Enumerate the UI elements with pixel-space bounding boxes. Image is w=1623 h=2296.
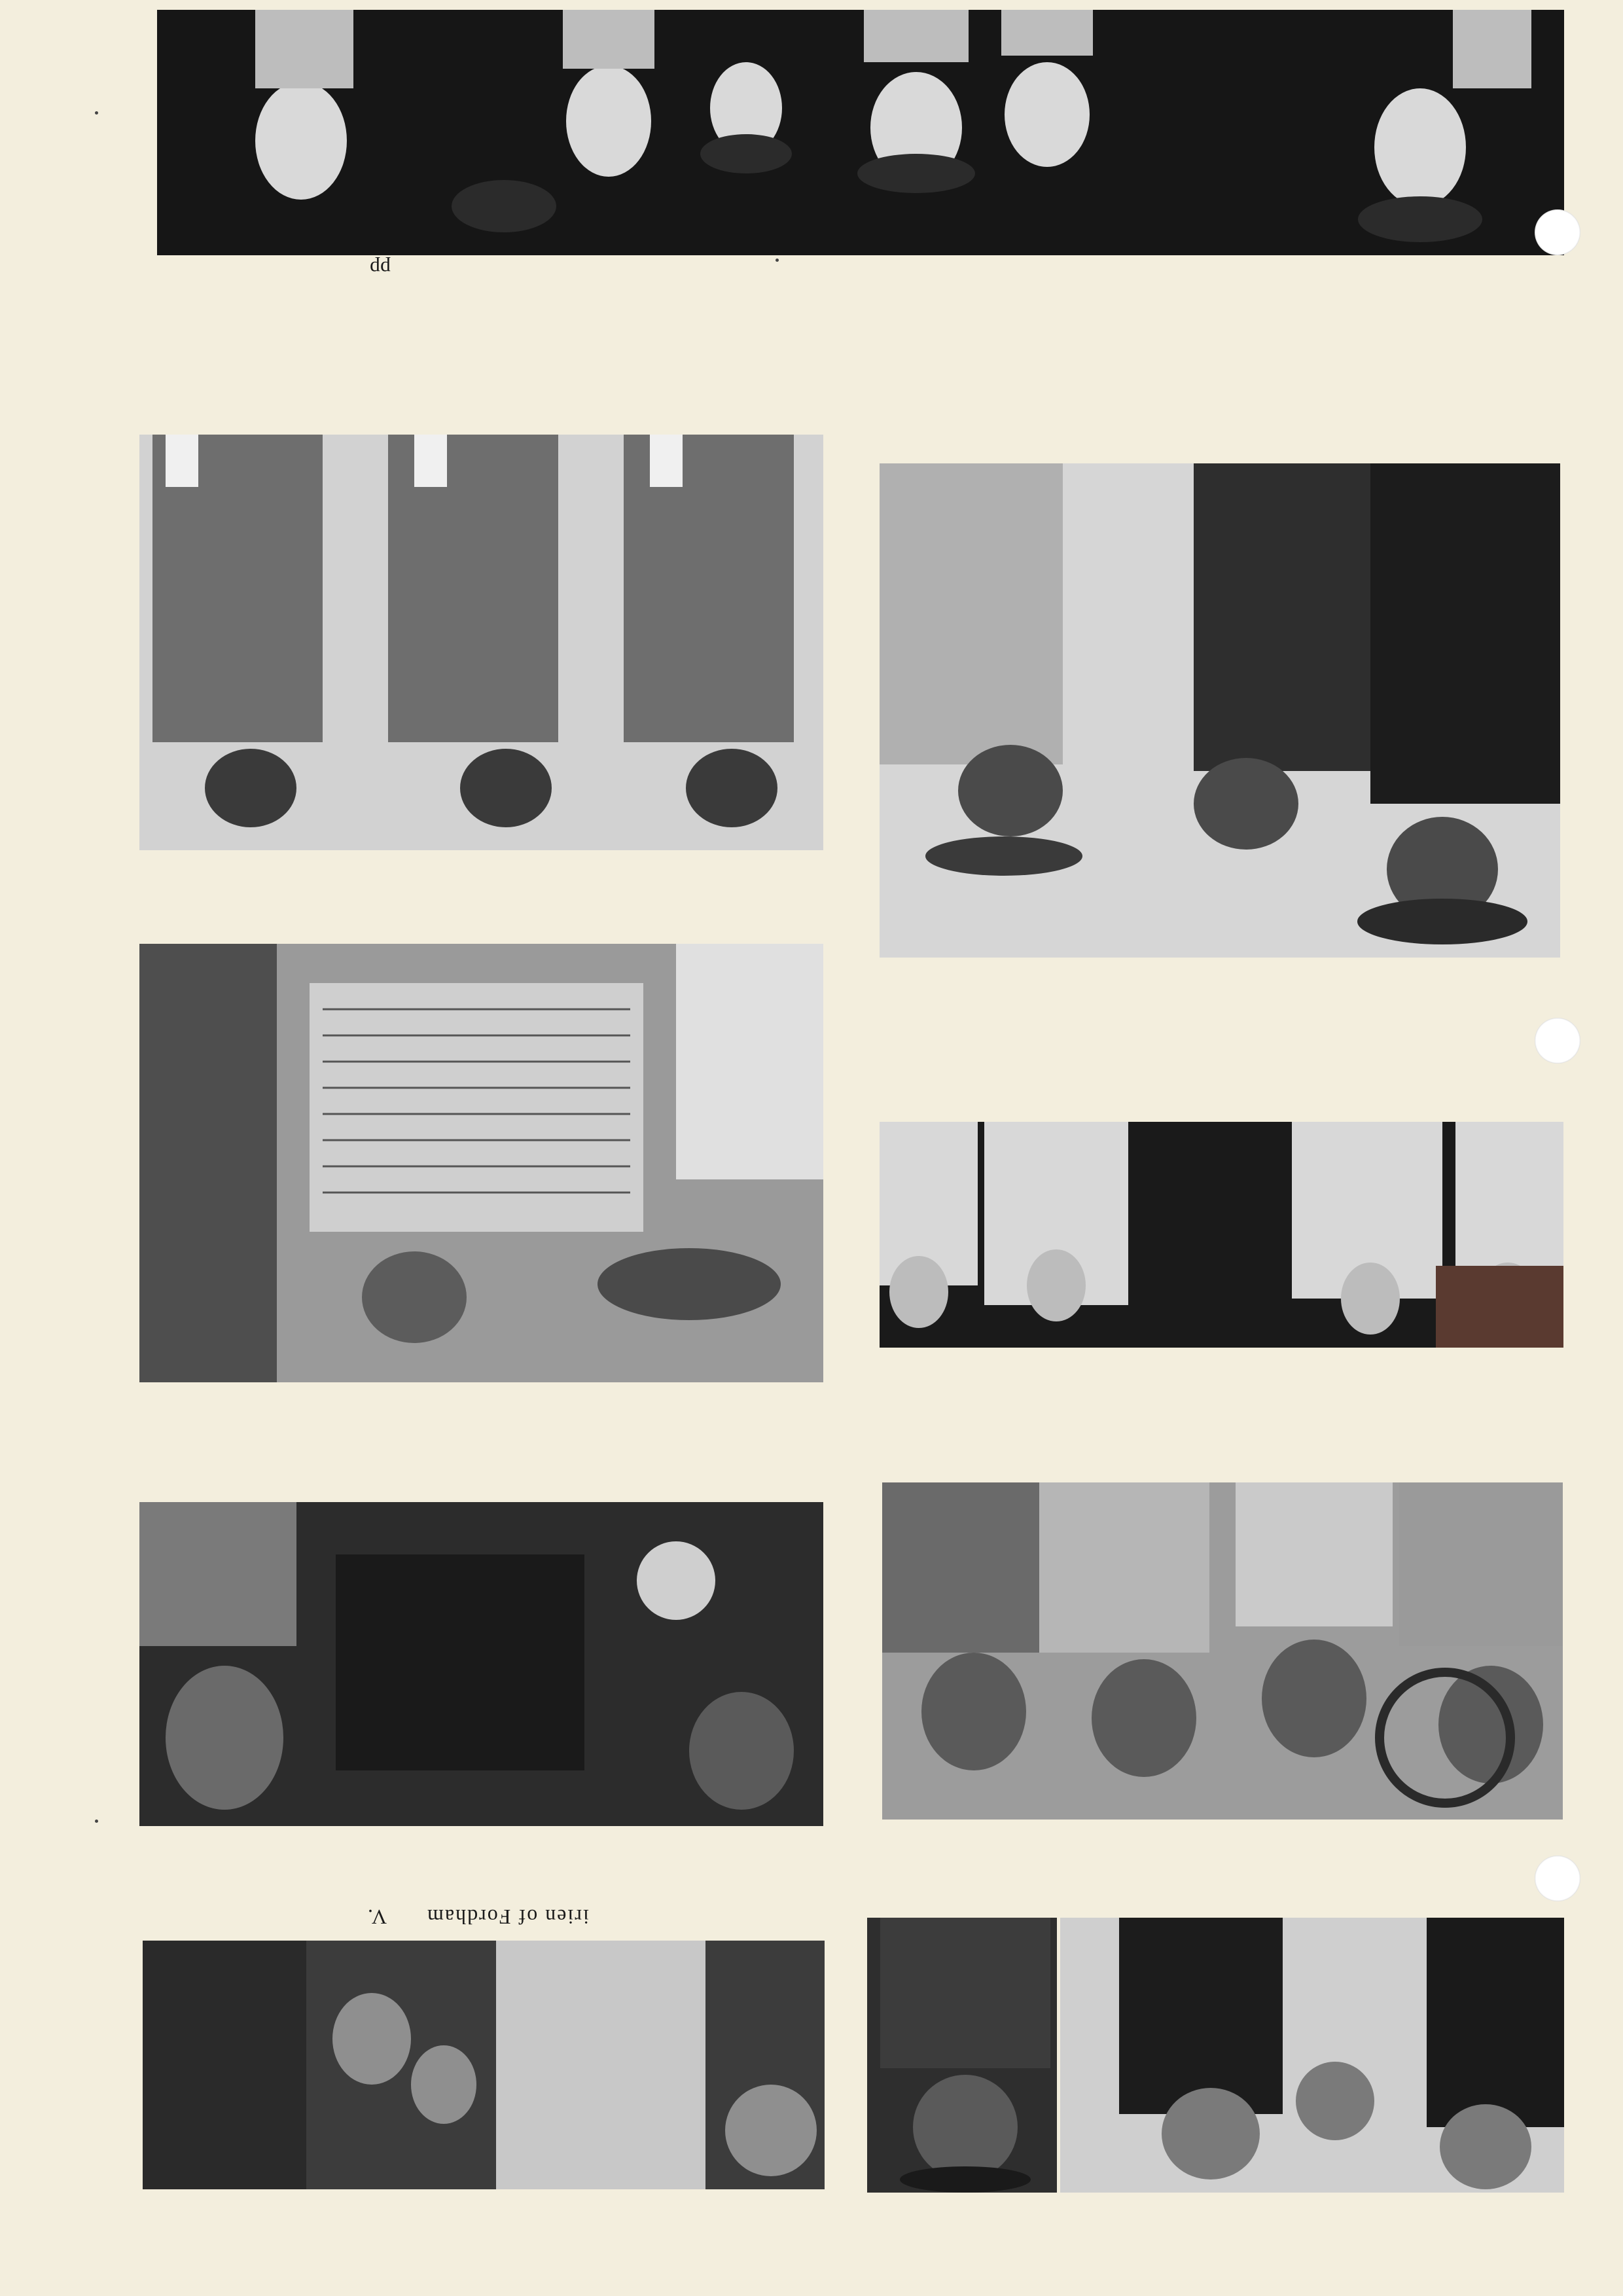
binder-hole-bottom [1535,1856,1580,1901]
photo-ceremony-crowd [139,944,823,1382]
photo-three-officers [139,435,823,850]
binder-hole-middle [1535,1018,1580,1064]
speck [776,259,779,262]
photo-scouts-group [880,463,1560,958]
photo-bottom-left-parade [143,1941,825,2189]
speck [95,111,98,115]
caption-top: pp [370,257,391,281]
photo-sailors-wheel [882,1482,1563,1820]
caption-bottom-left-prefix: V. [366,1905,387,1929]
caption-bottom-left-main: irien of Fordham [425,1905,589,1929]
photo-top-banner [157,10,1564,255]
caption-bottom-left [366,1905,589,1929]
speck [95,1820,98,1823]
photo-bottom-right-group [1060,1918,1564,2193]
binder-hole-top [1535,209,1580,255]
photo-guests-row [880,1122,1563,1348]
photo-bottom-right-sergeant [867,1918,1057,2193]
photo-outdoor-band [139,1502,823,1826]
